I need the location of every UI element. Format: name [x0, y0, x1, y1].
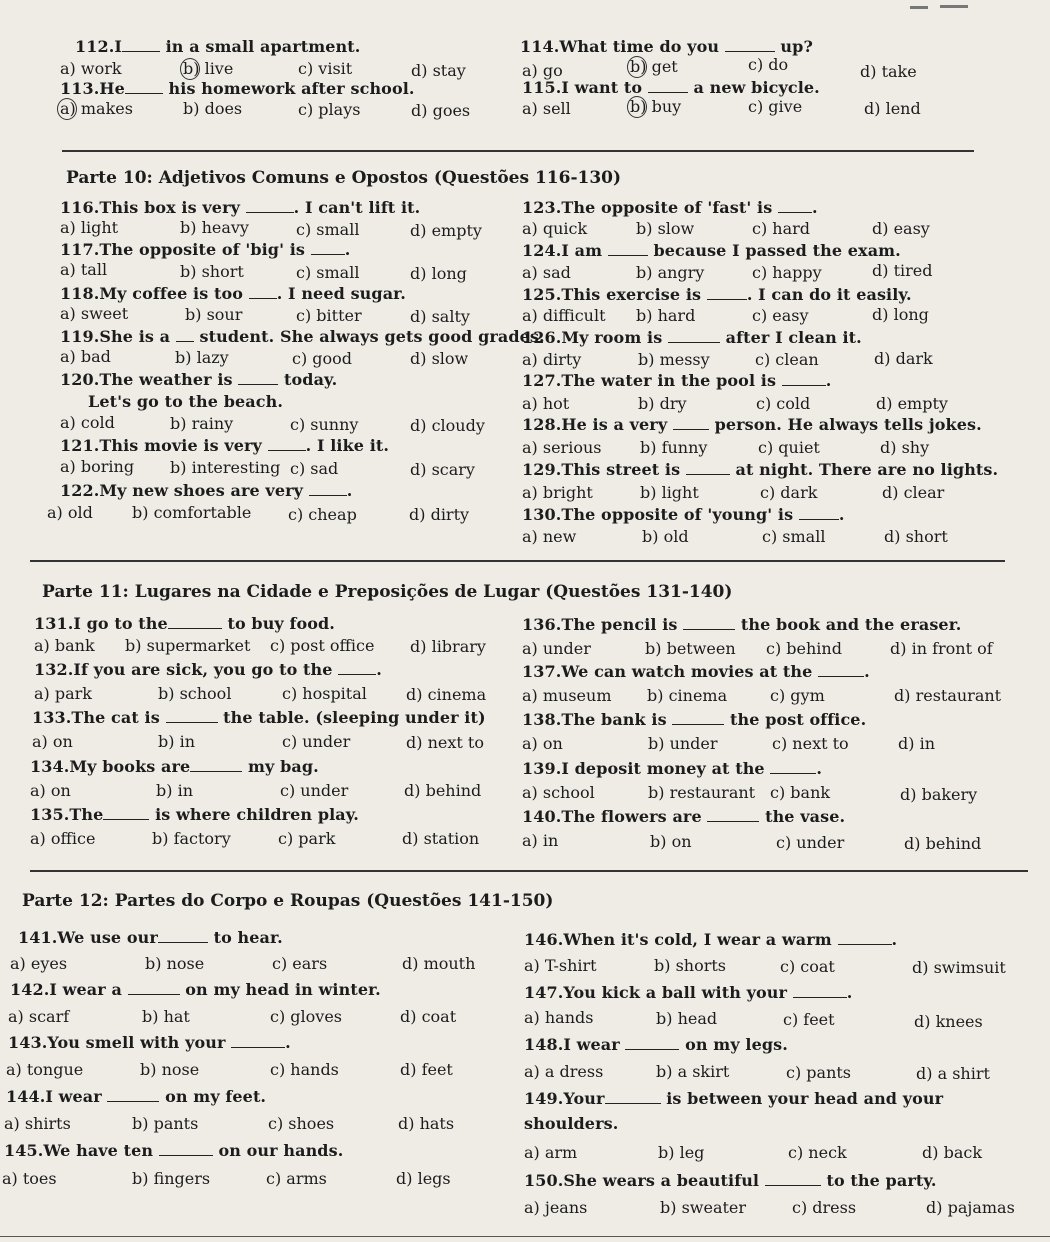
option: d) clear — [882, 483, 945, 502]
option: a) sell — [522, 99, 571, 118]
option: a) boring — [60, 457, 135, 476]
question-127: 127.The water in the pool is . — [522, 371, 832, 390]
option: b) head — [656, 1009, 718, 1028]
option: d) scary — [410, 460, 475, 479]
section-title-12: Parte 12: Partes do Corpo e Roupas (Questões 141-150) — [22, 891, 554, 911]
option: b) on — [650, 832, 692, 851]
option: a) work — [60, 59, 122, 78]
option: c) give — [748, 97, 803, 116]
question-120: 120.The weather is today. — [60, 370, 338, 389]
option: b) hard — [636, 306, 696, 325]
question-136: 136.The pencil is the book and the eraser. — [522, 615, 962, 634]
option: d) feet — [400, 1060, 453, 1079]
question-146: 146.When it's cold, I wear a warm . — [524, 930, 898, 949]
question-132: 132.If you are sick, you go to the . — [34, 660, 382, 679]
option: c) under — [282, 732, 351, 751]
option: c) next to — [772, 734, 849, 753]
option: b) in — [158, 732, 195, 751]
option: b) shorts — [654, 956, 727, 975]
question-134: 134.My books are my bag. — [30, 757, 319, 776]
option: d) a shirt — [916, 1064, 990, 1083]
option: a) difficult — [522, 306, 606, 325]
option: d) in front of — [890, 639, 993, 658]
option: a) tall — [60, 260, 108, 279]
option: c) visit — [298, 59, 353, 78]
decorative-mark — [910, 6, 928, 9]
question-150: 150.She wears a beautiful to the party. — [524, 1171, 937, 1190]
option: a) arm — [524, 1143, 578, 1162]
option: d) long — [872, 305, 929, 324]
option: d) lend — [864, 99, 921, 118]
option: a) new — [522, 527, 577, 546]
option: d) restaurant — [894, 686, 1002, 705]
option: b) live — [183, 59, 234, 78]
question-135: 135.The is where children play. — [30, 805, 359, 824]
option: c) small — [296, 220, 360, 239]
option: a) dirty — [522, 350, 582, 369]
option: b) in — [156, 781, 193, 800]
question-124: 124.I am because I passed the exam. — [522, 241, 901, 260]
option: b) between — [645, 639, 736, 658]
option: c) hands — [270, 1060, 339, 1079]
option: a) a dress — [524, 1062, 604, 1081]
option: c) under — [776, 833, 845, 852]
option: d) shy — [880, 438, 930, 457]
option: d) behind — [904, 834, 982, 853]
option: b) lazy — [175, 348, 229, 367]
option: a) eyes — [10, 954, 68, 973]
option: c) hospital — [282, 684, 367, 703]
question-143: 143.You smell with your . — [8, 1033, 291, 1052]
option: c) small — [762, 527, 826, 546]
option: d) goes — [411, 101, 471, 120]
option: c) shoes — [268, 1114, 335, 1133]
option: a) go — [522, 61, 563, 80]
section-title-11: Parte 11: Lugares na Cidade e Preposições de Lugar (Questões 131-140) — [42, 582, 733, 602]
question-130: 130.The opposite of 'young' is . — [522, 505, 845, 524]
question-133: 133.The cat is the table. (sleeping under it) — [32, 708, 486, 727]
option: c) small — [296, 263, 360, 282]
option: d) slow — [410, 349, 469, 368]
option: b) messy — [638, 350, 710, 369]
answer-circle — [627, 56, 647, 78]
option: b) angry — [636, 263, 705, 282]
option: a) bad — [60, 347, 111, 366]
answer-circle — [627, 96, 647, 118]
option: c) under — [280, 781, 349, 800]
option: d) behind — [404, 781, 482, 800]
option: b) light — [640, 483, 699, 502]
question-131: 131.I go to the to buy food. — [34, 614, 335, 633]
question-141: 141.We use our to hear. — [18, 928, 283, 947]
option: b) rainy — [170, 414, 234, 433]
option: d) library — [410, 637, 486, 656]
option: a) office — [30, 829, 96, 848]
question-142: 142.I wear a on my head in winter. — [10, 980, 381, 999]
option: c) sad — [290, 459, 339, 478]
option: c) sunny — [290, 415, 359, 434]
option: c) dark — [760, 483, 818, 502]
question-112: 112.I in a small apartment. — [75, 37, 361, 56]
option: a) serious — [522, 438, 602, 457]
option: a) hot — [522, 394, 570, 413]
question-113: 113.He his homework after school. — [60, 79, 415, 98]
option: c) easy — [752, 306, 809, 325]
question-137: 137.We can watch movies at the . — [522, 662, 870, 681]
divider — [0, 1236, 1050, 1237]
option: c) neck — [788, 1143, 847, 1162]
option: c) behind — [766, 639, 842, 658]
option: d) mouth — [402, 954, 476, 973]
question-121: 121.This movie is very . I like it. — [60, 436, 390, 455]
option: b) slow — [636, 219, 695, 238]
option: b) sweater — [660, 1198, 747, 1217]
option: b) heavy — [180, 218, 249, 237]
option: a) shirts — [4, 1114, 71, 1133]
option: b) leg — [658, 1143, 705, 1162]
question-114: 114.What time do you up? — [520, 37, 813, 56]
option: d) legs — [396, 1169, 451, 1188]
option: c) dress — [792, 1198, 857, 1217]
option: d) cinema — [406, 685, 487, 704]
option: a) old — [47, 503, 93, 522]
option: c) happy — [752, 263, 822, 282]
option: a) tongue — [6, 1060, 84, 1079]
option: b) short — [180, 262, 244, 281]
option: c) quiet — [758, 438, 820, 457]
option: b) funny — [640, 438, 708, 457]
option: c) pants — [786, 1063, 852, 1082]
option: a) scarf — [8, 1007, 70, 1026]
option: a) light — [60, 218, 119, 237]
option: a) park — [34, 684, 92, 703]
question-117: 117.The opposite of 'big' is . — [60, 240, 351, 259]
option: b) pants — [132, 1114, 199, 1133]
option: a) bright — [522, 483, 593, 502]
option: d) station — [402, 829, 480, 848]
option: d) tired — [872, 261, 933, 280]
option: d) empty — [410, 221, 482, 240]
divider — [30, 870, 1028, 872]
option: d) empty — [876, 394, 948, 413]
question-145: 145.We have ten on our hands. — [4, 1141, 344, 1160]
option: c) bank — [770, 783, 831, 802]
option: c) post office — [270, 636, 375, 655]
question-128: 128.He is a very person. He always tells jokes. — [522, 415, 982, 434]
option: b) supermarket — [125, 636, 251, 655]
option: d) in — [898, 734, 935, 753]
option: c) ears — [272, 954, 328, 973]
option: c) coat — [780, 957, 835, 976]
option: a) on — [522, 734, 563, 753]
option: d) hats — [398, 1114, 455, 1133]
option: c) clean — [755, 350, 819, 369]
option: b) buy — [630, 97, 682, 116]
option: a) on — [30, 781, 71, 800]
option: d) short — [884, 527, 948, 546]
option: d) dirty — [409, 505, 470, 524]
option: b) nose — [145, 954, 205, 973]
option: d) easy — [872, 219, 930, 238]
question-118: 118.My coffee is too . I need sugar. — [60, 284, 406, 303]
option: c) arms — [266, 1169, 327, 1188]
question-126: 126.My room is after I clean it. — [522, 328, 862, 347]
option: c) park — [278, 829, 336, 848]
decorative-mark — [940, 5, 968, 8]
option: a) in — [522, 831, 559, 850]
question-129: 129.This street is at night. There are no lights. — [522, 460, 999, 479]
question-149: 149.Your is between your head and your — [524, 1089, 944, 1108]
option: b) interesting — [170, 458, 281, 477]
option: b) school — [158, 684, 232, 703]
section-title-10: Parte 10: Adjetivos Comuns e Opostos (Questões 116-130) — [66, 168, 622, 188]
option: a) makes — [60, 99, 133, 118]
option: b) under — [648, 734, 718, 753]
divider — [62, 150, 974, 152]
question-139: 139.I deposit money at the . — [522, 759, 823, 778]
option: c) gloves — [270, 1007, 342, 1026]
option: d) take — [860, 62, 917, 81]
option: b) hat — [142, 1007, 190, 1026]
option: b) sour — [185, 305, 243, 324]
divider — [30, 560, 1005, 562]
question-138: 138.The bank is the post office. — [522, 710, 867, 729]
question-125: 125.This exercise is . I can do it easily. — [522, 285, 912, 304]
option: a) school — [522, 783, 595, 802]
option: d) swimsuit — [912, 958, 1006, 977]
option: a) quick — [522, 219, 588, 238]
question-149-cont: shoulders. — [524, 1114, 619, 1133]
option: a) bank — [34, 636, 95, 655]
option: c) gym — [770, 686, 825, 705]
option: c) cheap — [288, 505, 357, 524]
option: c) cold — [756, 394, 811, 413]
option: d) coat — [400, 1007, 457, 1026]
option: b) dry — [638, 394, 687, 413]
option: d) back — [922, 1143, 983, 1162]
option: b) factory — [152, 829, 231, 848]
option: d) long — [410, 264, 467, 283]
option: b) get — [630, 57, 678, 76]
option: b) old — [642, 527, 689, 546]
option: d) salty — [410, 307, 470, 326]
question-116: 116.This box is very . I can't lift it. — [60, 198, 421, 217]
option: b) cinema — [647, 686, 728, 705]
option: a) sweet — [60, 304, 129, 323]
question-119: 119.She is a student. She always gets good grades. — [60, 327, 545, 346]
answer-circle — [180, 58, 200, 80]
question-122: 122.My new shoes are very . — [60, 481, 353, 500]
question-120-cont: Let's go to the beach. — [88, 392, 284, 411]
option: c) hard — [752, 219, 811, 238]
option: c) do — [748, 55, 789, 74]
question-144: 144.I wear on my feet. — [6, 1087, 267, 1106]
option: d) knees — [914, 1012, 983, 1031]
question-140: 140.The flowers are the vase. — [522, 807, 846, 826]
option: a) T-shirt — [524, 956, 597, 975]
question-147: 147.You kick a ball with your . — [524, 983, 853, 1002]
option: b) comfortable — [132, 503, 252, 522]
option: b) a skirt — [656, 1062, 730, 1081]
question-148: 148.I wear on my legs. — [524, 1035, 788, 1054]
option: d) bakery — [900, 785, 978, 804]
option: a) on — [32, 732, 73, 751]
option: c) feet — [783, 1010, 835, 1029]
question-115: 115.I want to a new bicycle. — [522, 78, 820, 97]
option: d) dark — [874, 349, 933, 368]
option: b) fingers — [132, 1169, 211, 1188]
option: d) next to — [406, 733, 484, 752]
option: a) jeans — [524, 1198, 588, 1217]
answer-circle — [57, 98, 77, 120]
question-123: 123.The opposite of 'fast' is . — [522, 198, 818, 217]
option: b) restaurant — [648, 783, 756, 802]
option: b) does — [183, 99, 243, 118]
option: d) cloudy — [410, 416, 485, 435]
option: a) museum — [522, 686, 612, 705]
option: c) good — [292, 349, 353, 368]
option: a) under — [522, 639, 591, 658]
option: a) hands — [524, 1008, 594, 1027]
option: a) sad — [522, 263, 571, 282]
option: a) toes — [2, 1169, 57, 1188]
option: d) stay — [411, 61, 466, 80]
option: a) cold — [60, 413, 115, 432]
option: d) pajamas — [926, 1198, 1015, 1217]
option: b) nose — [140, 1060, 200, 1079]
option: c) bitter — [296, 306, 362, 325]
option: c) plays — [298, 100, 361, 119]
